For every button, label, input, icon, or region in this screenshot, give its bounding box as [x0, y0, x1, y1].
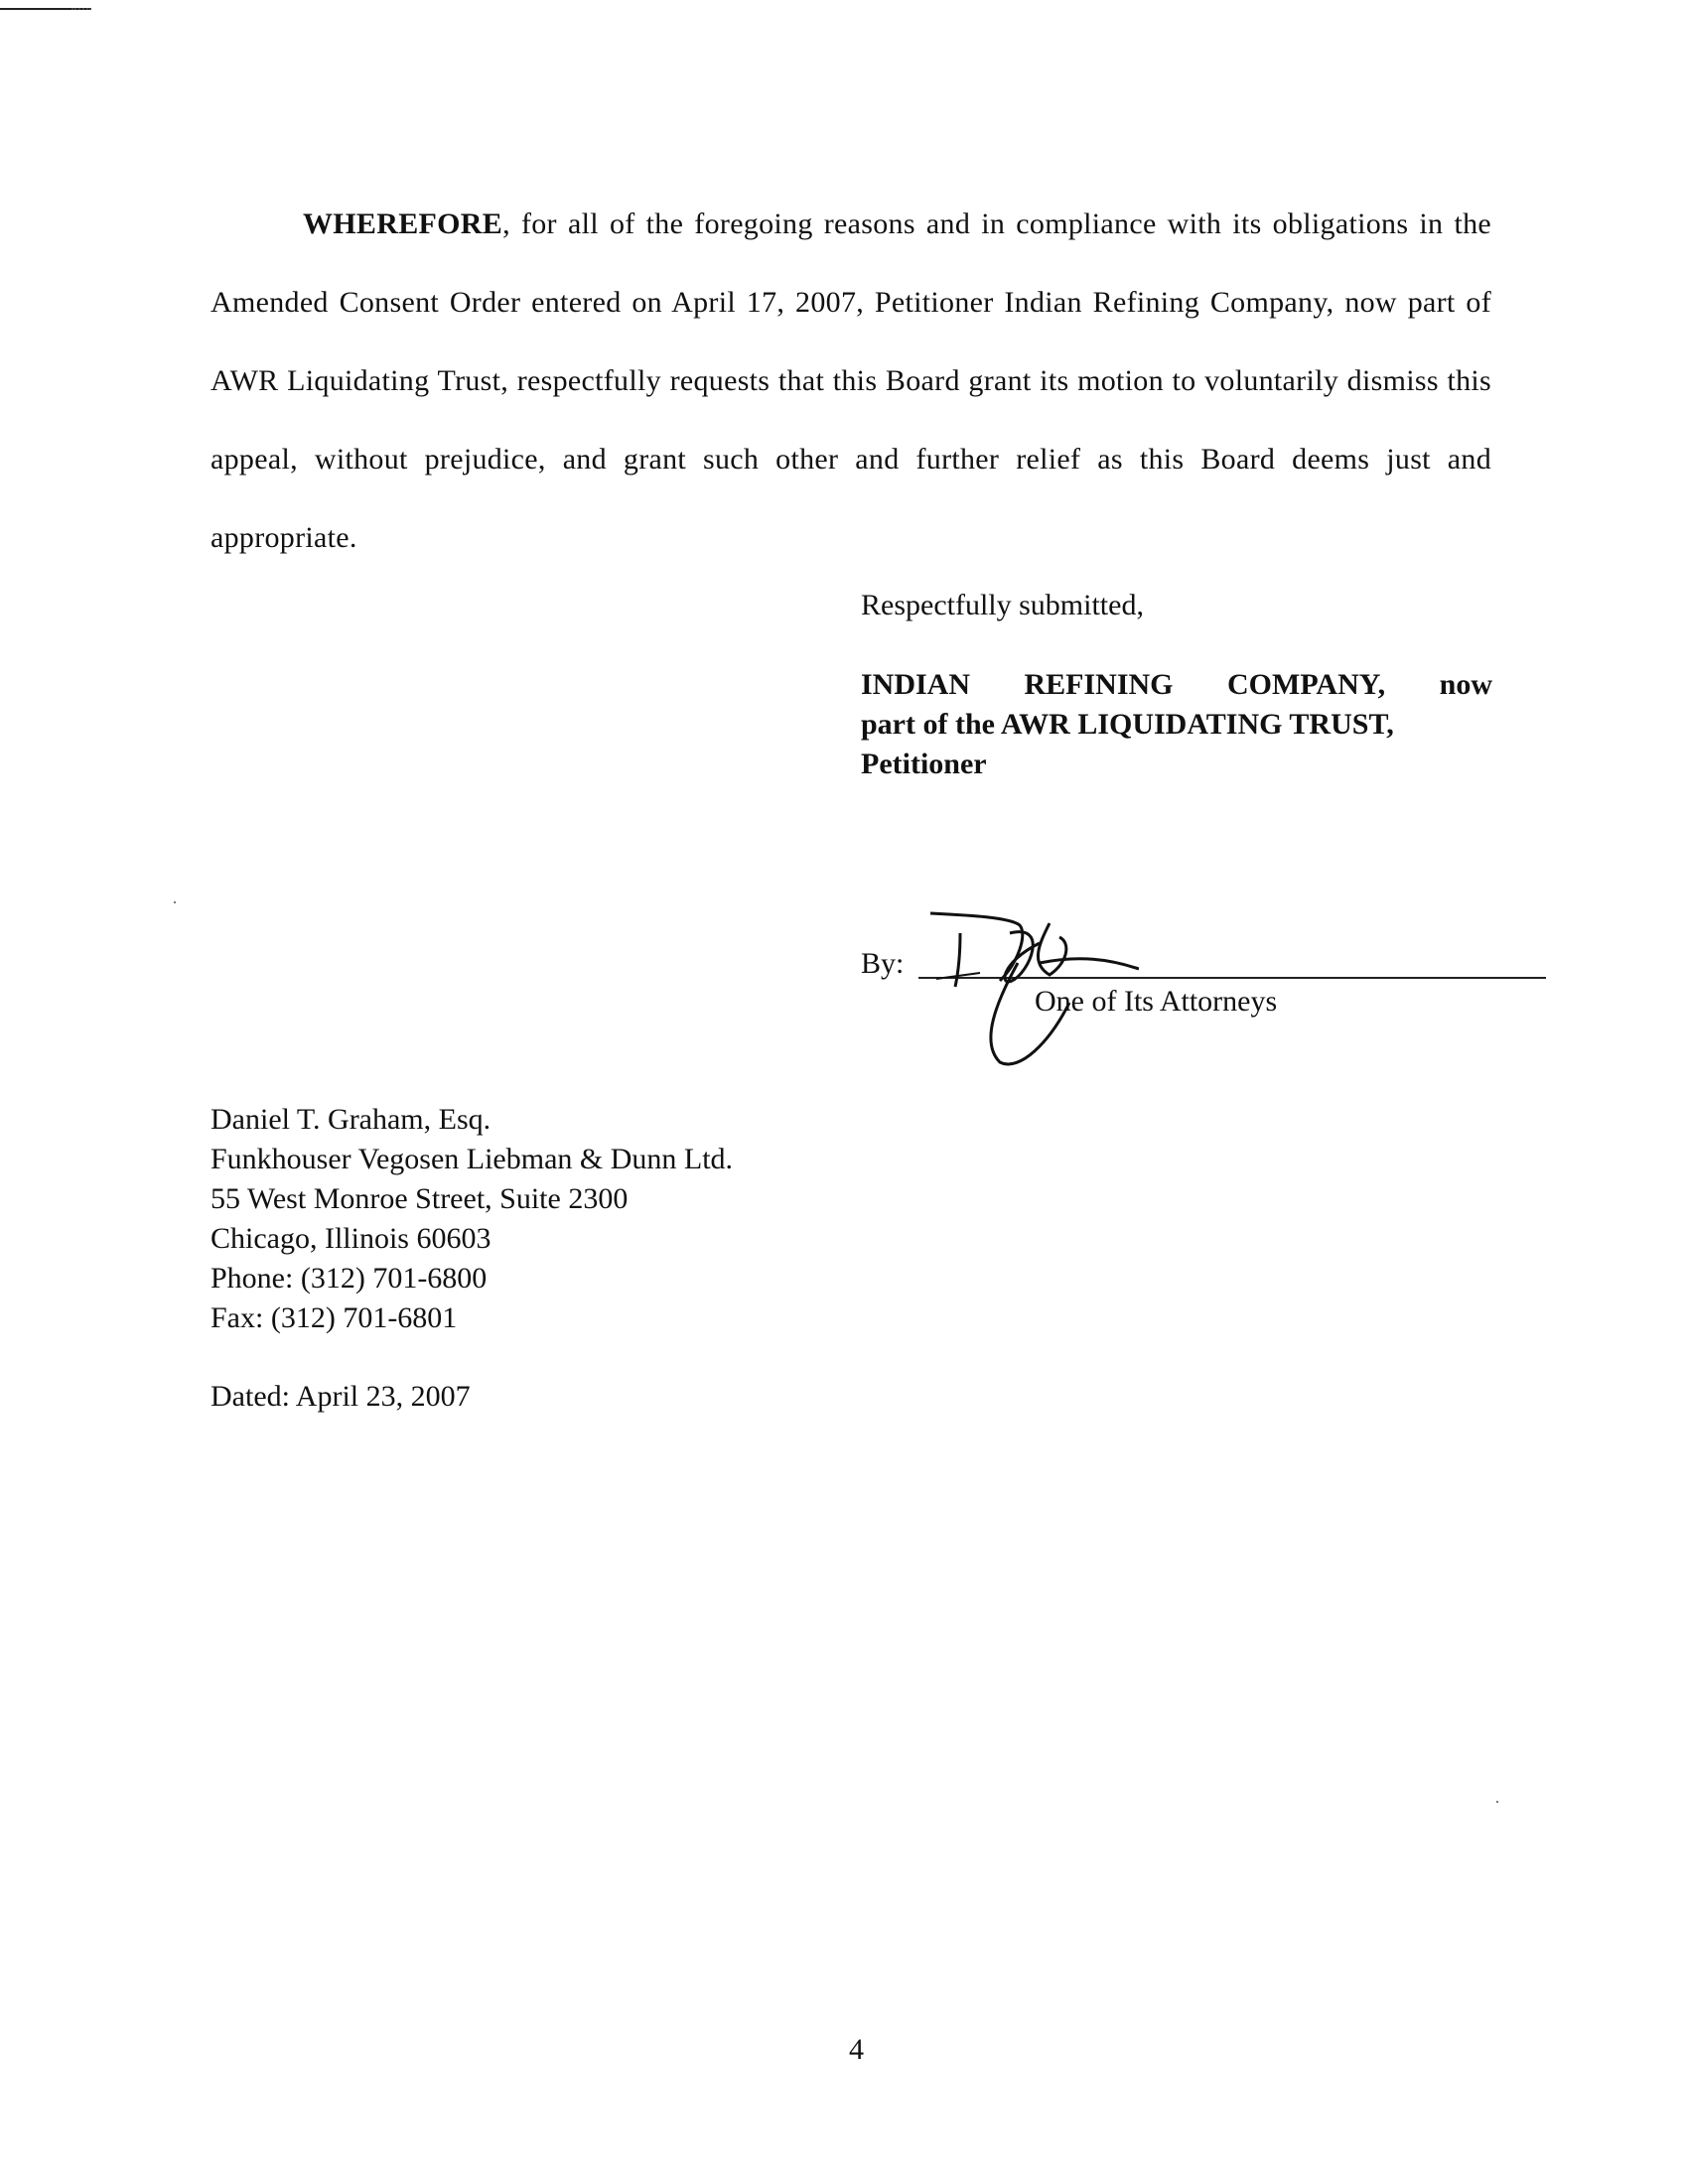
- attorney-fax: Fax: (312) 701-6801: [210, 1301, 458, 1334]
- wherefore-paragraph: [210, 185, 1491, 577]
- party-line-2: part of the AWR LIQUIDATING TRUST,: [861, 708, 1394, 741]
- wherefore-text: , for all of the foregoing reasons and in compliance with its obligations in the Amended Consent Order entered on April 17, 2007, Petitioner Indian Refining Company, now part of AWR Liquidating Trust, respectfully requests that this Board grant its motion to voluntarily dismiss this appeal, without prejudice, and grant such other and further relief as this Board deems just and appropriate.: [210, 207, 1491, 554]
- scan-corner-mark: [0, 8, 91, 10]
- scan-speck: [1496, 1801, 1498, 1803]
- party-line-3: Petitioner: [861, 748, 987, 780]
- handwritten-signature: [901, 903, 1139, 1072]
- party-block: [861, 665, 1492, 784]
- attorney-firm: Funkhouser Vegosen Liebman & Dunn Ltd.: [210, 1143, 734, 1175]
- wherefore-lead: WHEREFORE: [303, 207, 503, 240]
- party-line-1: INDIAN REFINING COMPANY, now: [861, 668, 1492, 701]
- signature-caption: One of Its Attorneys: [1035, 985, 1278, 1018]
- signature-block: [861, 903, 1496, 1072]
- by-label: By:: [861, 947, 905, 980]
- respectfully-submitted: Respectfully submitted,: [861, 589, 1144, 621]
- attorney-street: 55 West Monroe Street, Suite 2300: [210, 1182, 629, 1215]
- attorney-name: Daniel T. Graham, Esq.: [210, 1103, 491, 1136]
- attorney-city: Chicago, Illinois 60603: [210, 1222, 491, 1255]
- page-number: 4: [849, 2033, 864, 2066]
- attorney-phone: Phone: (312) 701-6800: [210, 1262, 488, 1295]
- dated-line: Dated: April 23, 2007: [210, 1380, 471, 1413]
- attorney-address: [210, 1100, 733, 1338]
- scan-speck: [174, 901, 176, 903]
